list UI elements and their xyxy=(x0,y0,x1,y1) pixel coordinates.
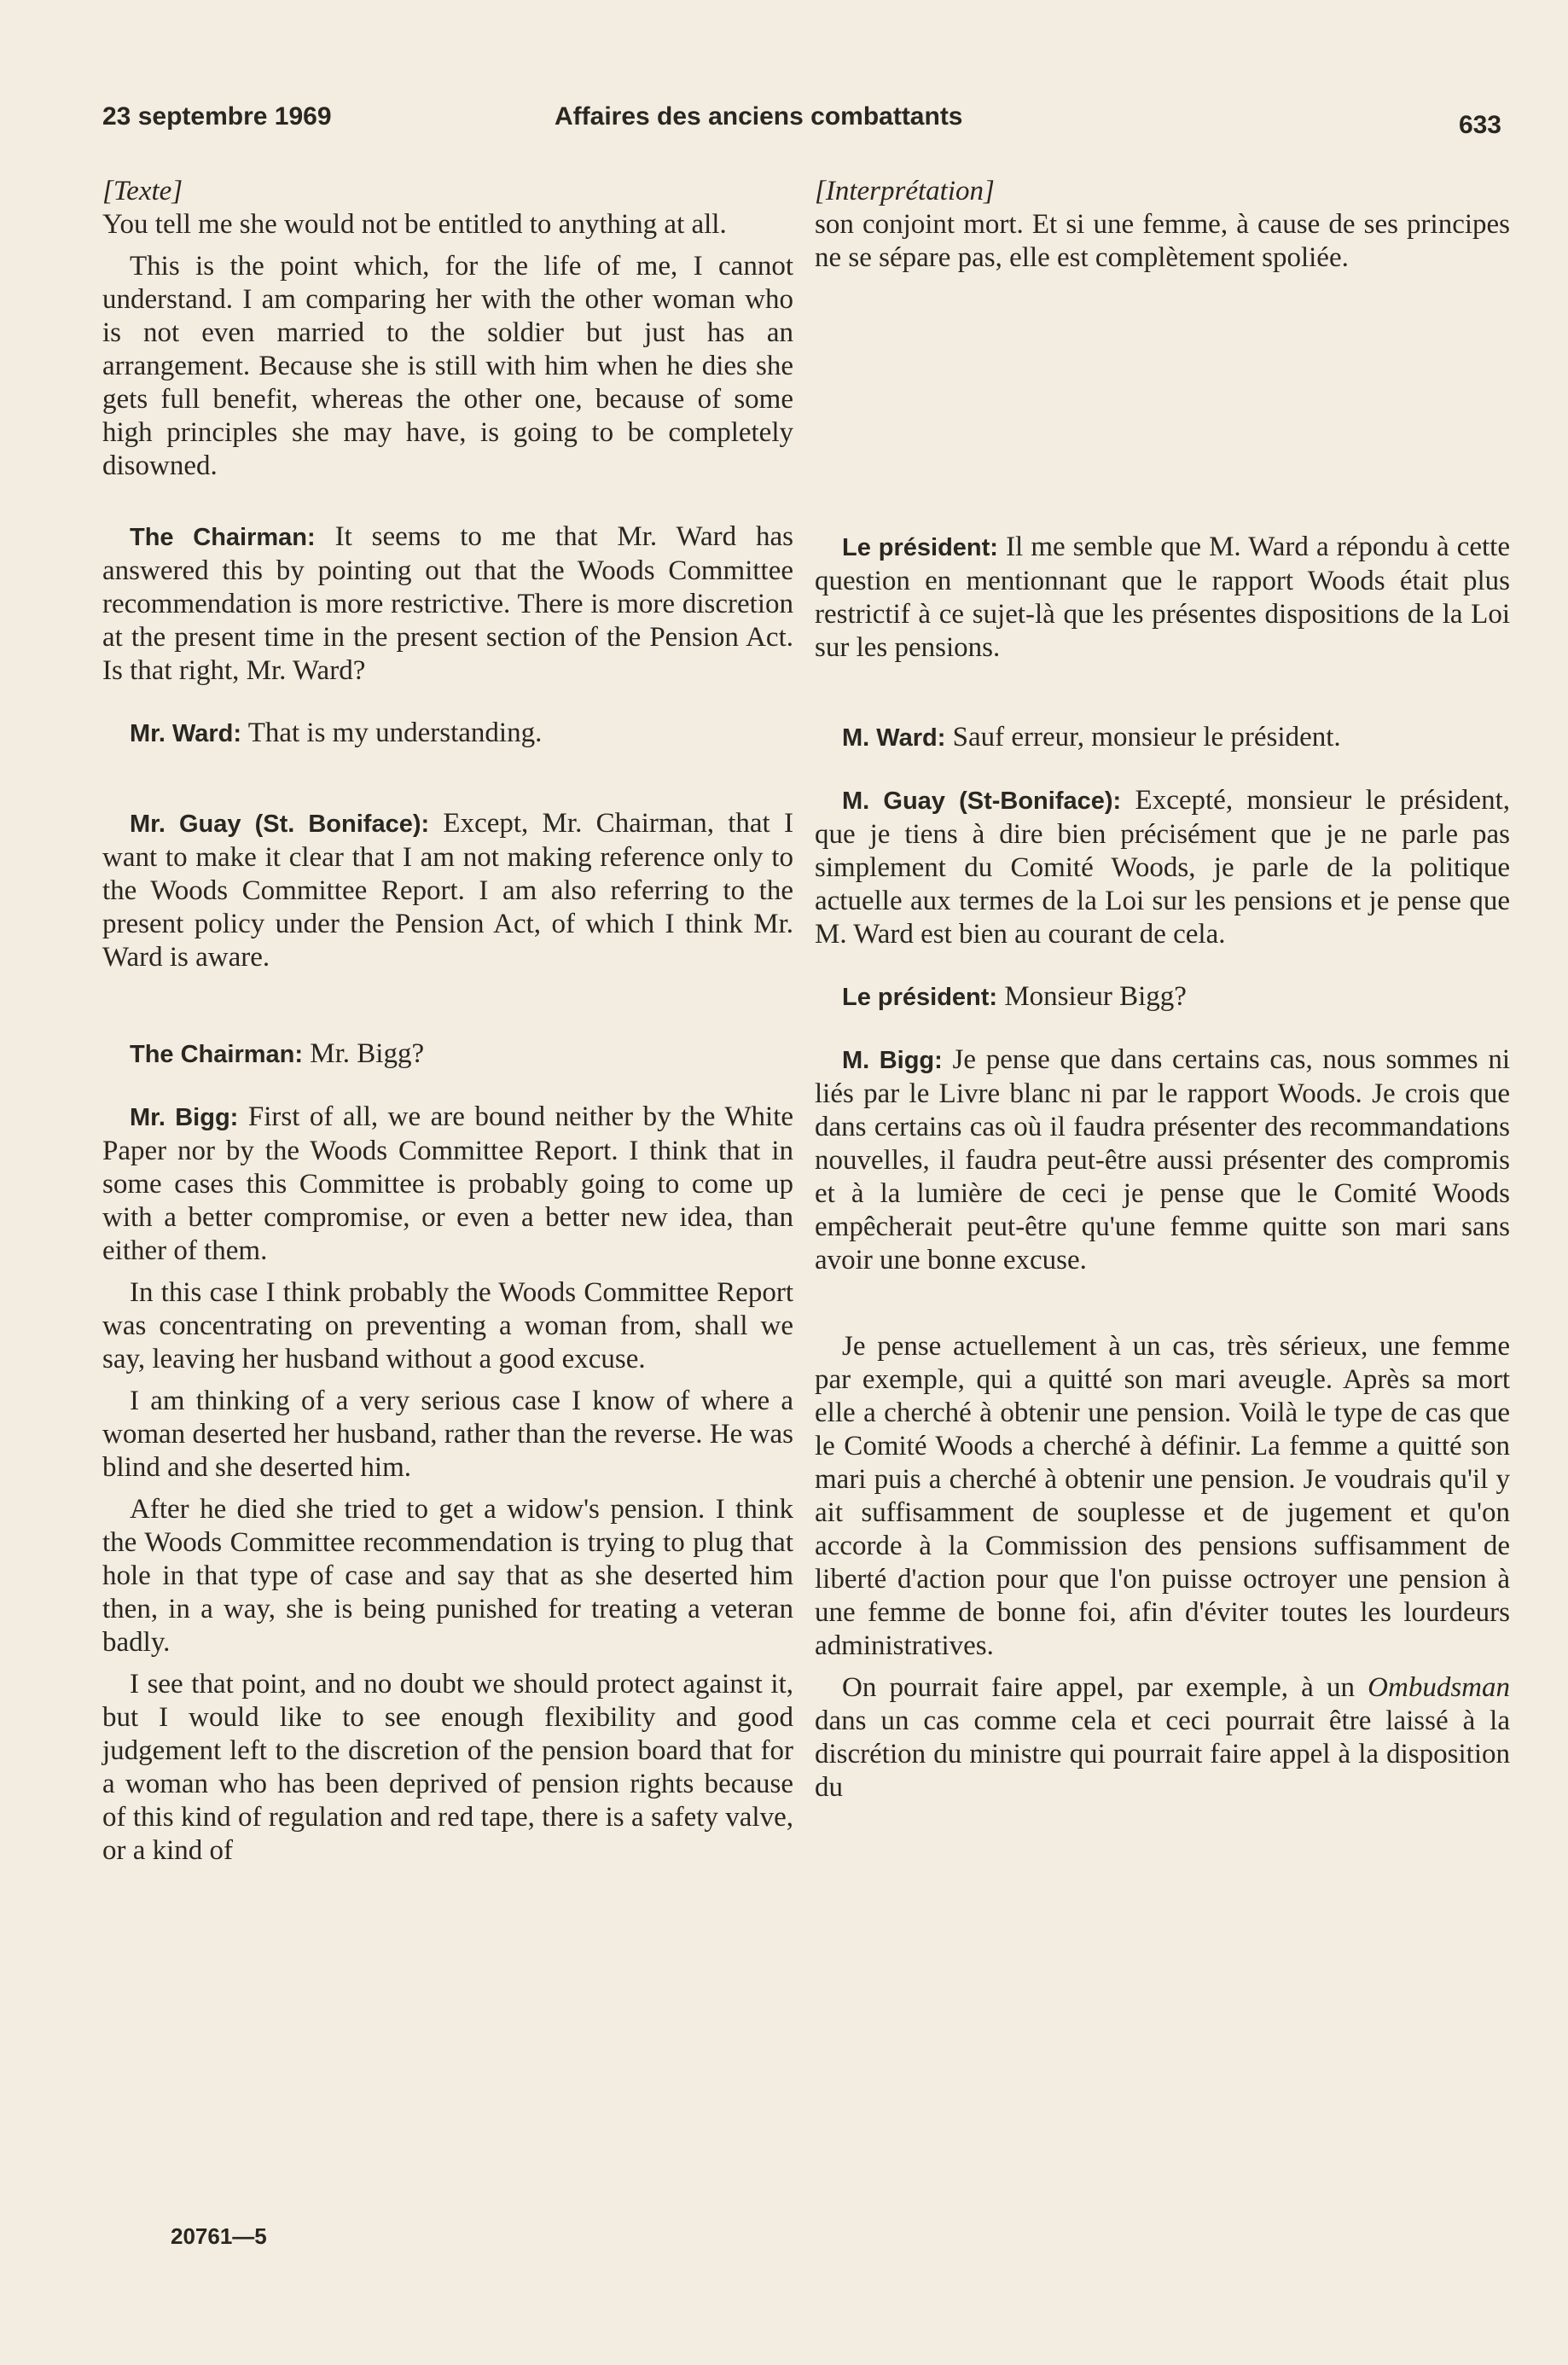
speech xyxy=(102,717,793,751)
header-title: Affaires des anciens combattants xyxy=(555,102,963,131)
speech-text: Il me semble que M. Ward a répondu à cette question en mentionnant que le rapport Woods était plus restrictif à ce sujet-là que les présentes dispositions de la Loi sur les pensions. xyxy=(815,532,1510,663)
page-number: 633 xyxy=(1458,111,1501,139)
speaker-name: Mr. Guay (St. Boniface): xyxy=(130,811,430,838)
speech xyxy=(815,721,1510,755)
interpretation-label: [Interprétation] xyxy=(815,176,995,206)
speech xyxy=(102,807,793,974)
paragraph: I see that point, and no doubt we should protect against it, but I would like to see enough flexibility and good judgement left to the discretion of the pension board that for a woman who has been deprived of pension rights because of this kind of regulation and red tape, there is a safety valve, or a kind of xyxy=(102,1669,793,1866)
header-date: 23 septembre 1969 xyxy=(102,102,332,131)
speech-text: First of all, we are bound neither by the White Paper nor by the Woods Committee Report. I think that in some cases this Committee is probably going to come up with a better compromise, or even a better new idea, than either of them. xyxy=(102,1101,794,1266)
speech-text: Except, Mr. Chairman, that I want to make it clear that I am not making reference only to the Woods Committee Report. I am also referring to the present policy under the Pension Act, of which I think Mr. Ward is aware. xyxy=(102,808,793,973)
speech xyxy=(815,1043,1510,1277)
speaker-name: Mr. Bigg: xyxy=(130,1104,239,1131)
speaker-name: M. Ward: xyxy=(842,724,946,752)
speaker-name: M. Bigg: xyxy=(842,1047,943,1074)
speaker-name: M. Guay (St-Boniface): xyxy=(842,787,1122,815)
speech-text: That is my understanding. xyxy=(241,718,543,748)
text-label: [Texte] xyxy=(102,176,183,206)
speech xyxy=(102,520,793,688)
speech-text: It seems to me that Mr. Ward has answered this by pointing out that the Woods Committee recommendation is more restrictive. There is more discretion at the present time in the present section of the Pension Act. Is that right, Mr. Ward? xyxy=(102,521,793,686)
speech-text: Sauf erreur, monsieur le président. xyxy=(945,722,1341,752)
paragraph: After he died she tried to get a widow's pension. I think the Woods Committee recommendation is trying to plug that hole in that type of case and say that as she deserted him then, in a way, she is being punished for treating a veteran badly. xyxy=(102,1494,793,1658)
english-column xyxy=(102,175,793,1868)
italic-term: Ombudsman xyxy=(1368,1672,1510,1703)
speech-text: Monsieur Bigg? xyxy=(997,981,1187,1012)
speaker-name: The Chairman: xyxy=(130,1041,304,1068)
speaker-name: Mr. Ward: xyxy=(130,720,242,747)
speech xyxy=(815,531,1510,665)
speech-text: Excepté, monsieur le président, que je tiens à dire bien précisément que je ne parle pas simplement du Comité Woods, je parle de la politique actuelle aux termes de la Loi sur les pensions et je pense que M. Ward est bien au courant de cela. xyxy=(815,785,1510,950)
paragraph-text: On pourrait faire appel, par exemple, à un xyxy=(842,1672,1368,1703)
speaker-name: Le président: xyxy=(842,984,998,1011)
speech xyxy=(102,1101,793,1268)
speaker-name: The Chairman: xyxy=(130,524,316,551)
running-header xyxy=(102,102,1501,145)
speech xyxy=(815,784,1510,951)
speech-text: Mr. Bigg? xyxy=(303,1038,425,1069)
speech-text: Je pense que dans certains cas, nous sommes ni liés par le Livre blanc ni par le rapport Woods. Je crois que dans certains cas où il faudra présenter des recommandations nouvelles, il faudra peut-être aussi présenter des compromis et à la lumière de ceci je pense que le Comité Woods empêcherait peut-être qu'une femme quitte son mari sans avoir une bonne excuse. xyxy=(815,1044,1511,1275)
paragraph: This is the point which, for the life of me, I cannot understand. I am comparing her with the other woman who is not even married to the soldier but just has an arrangement. Because she is still with him when he dies she gets full benefit, whereas the other one, because of some high principles she may have, is going to be completely disowned. xyxy=(102,251,793,481)
paragraph: Je pense actuellement à un cas, très sérieux, une femme par exemple, qui a quitté son mari aveugle. Après sa mort elle a cherché à obtenir une pension. Voilà le type de cas que le Comité Woods a cherché à définir. La femme a quitté son mari puis a cherché à obtenir une pension. Je voudrais qu'il y ait suffisamment de souplesse et de jugement et qu'on accorde à la Commission des pensions suffisamment de liberté d'action pour que l'on puisse octroyer une pension à une femme de bonne foi, afin d'éviter toutes les lourdeurs administratives. xyxy=(815,1331,1510,1661)
printer-code: 20761—5 xyxy=(171,2223,267,2249)
paragraph: You tell me she would not be entitled to anything at all. xyxy=(102,209,727,240)
paragraph xyxy=(815,1671,1510,1804)
speech xyxy=(102,1037,793,1072)
paragraph: son conjoint mort. Et si une femme, à cause de ses principes ne se sépare pas, elle est complètement spoliée. xyxy=(815,209,1510,273)
paragraph: In this case I think probably the Woods Committee Report was concentrating on preventing a woman from, shall we say, leaving her husband without a good excuse. xyxy=(102,1277,793,1374)
paragraph: I am thinking of a very serious case I know of where a woman deserted her husband, rather than the reverse. He was blind and she deserted him. xyxy=(102,1386,793,1483)
speaker-name: Le président: xyxy=(842,534,998,561)
speech xyxy=(815,980,1510,1014)
french-column xyxy=(815,175,1510,1804)
paragraph-text: dans un cas comme cela et ceci pourrait être laissé à la discrétion du ministre qui pourrait faire appel à la disposition du xyxy=(815,1705,1510,1803)
